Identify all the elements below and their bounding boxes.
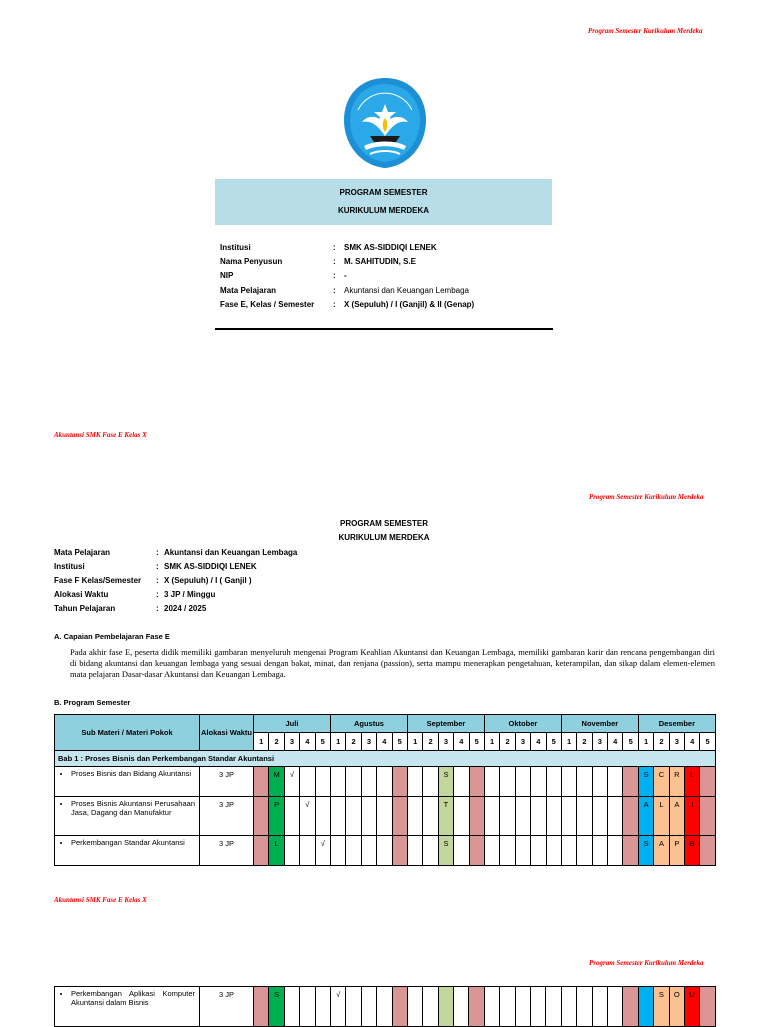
field-value: M. SAHITUDIN, S.E <box>344 257 417 266</box>
field-colon: : <box>156 548 159 557</box>
week-cell <box>515 797 530 836</box>
col-header-week: 2 <box>269 733 284 751</box>
week-cell <box>623 836 638 866</box>
table-row <box>55 987 716 1027</box>
week-cell: S <box>638 836 653 866</box>
week-cell <box>377 767 392 797</box>
week-cell <box>531 767 546 797</box>
col-header-sub-materi: Sub Materi / Materi Pokok <box>55 715 200 751</box>
week-cell <box>469 797 484 836</box>
p2-field-fase-kelas-semester <box>54 576 354 586</box>
p2-field-mata-pelajaran <box>54 548 354 558</box>
week-cell: A <box>638 797 653 836</box>
week-cell <box>454 797 469 836</box>
col-header-week: 4 <box>300 733 315 751</box>
week-cell <box>423 767 438 797</box>
week-cell <box>577 987 592 1027</box>
col-header-week: 4 <box>377 733 392 751</box>
sub-materi-cell <box>55 836 200 866</box>
week-cell: √ <box>315 836 330 866</box>
alokasi-cell: 3 JP <box>200 987 254 1027</box>
week-cell <box>330 797 345 836</box>
week-cell: I <box>685 797 700 836</box>
col-header-week: 5 <box>623 733 638 751</box>
week-cell <box>330 836 345 866</box>
week-cell <box>592 987 607 1027</box>
week-cell: √ <box>330 987 345 1027</box>
sub-materi-cell <box>55 987 200 1027</box>
col-header-week: 1 <box>484 733 499 751</box>
week-cell <box>407 797 422 836</box>
week-cell <box>500 987 515 1027</box>
col-header-month: Desember <box>638 715 715 733</box>
week-cell <box>484 836 499 866</box>
week-cell <box>284 836 299 866</box>
col-header-week: 5 <box>392 733 407 751</box>
program-semester-table <box>54 714 716 866</box>
week-cell <box>561 797 576 836</box>
week-cell <box>546 987 561 1027</box>
col-header-week: 1 <box>330 733 345 751</box>
cover-title-line2: KURIKULUM MERDEKA <box>337 206 430 215</box>
week-cell: √ <box>284 767 299 797</box>
week-cell: P <box>669 836 684 866</box>
col-header-week: 4 <box>531 733 546 751</box>
week-cell <box>469 987 484 1027</box>
week-cell: M <box>269 767 284 797</box>
week-cell: C <box>654 767 669 797</box>
sub-materi-text: • Perkembangan Standar Akuntansi <box>71 838 195 847</box>
cover-title-box <box>215 179 552 225</box>
week-cell <box>300 767 315 797</box>
week-cell <box>469 836 484 866</box>
col-header-week: 1 <box>254 733 269 751</box>
col-header-week: 3 <box>361 733 376 751</box>
col-header-week: 3 <box>284 733 299 751</box>
week-cell: B <box>685 836 700 866</box>
field-label: Fase F Kelas/Semester <box>54 576 142 585</box>
week-cell <box>500 767 515 797</box>
field-colon: : <box>333 286 336 295</box>
week-cell <box>454 987 469 1027</box>
section-b-heading: B. Program Semester <box>54 698 131 707</box>
page-header-note: Program Semester Kurikulum Merdeka <box>589 493 704 501</box>
week-cell <box>546 836 561 866</box>
field-label: NIP <box>220 271 234 280</box>
week-cell <box>254 797 269 836</box>
week-cell <box>700 797 715 836</box>
week-cell <box>377 836 392 866</box>
week-cell <box>392 836 407 866</box>
week-cell <box>515 987 530 1027</box>
week-cell <box>515 836 530 866</box>
week-cell <box>577 836 592 866</box>
week-cell <box>500 797 515 836</box>
col-header-week: 3 <box>438 733 453 751</box>
field-label: Mata Pelajaran <box>220 286 277 295</box>
page-footer-note: Akuntansi SMK Fase E Kelas X <box>54 896 147 904</box>
week-cell <box>700 836 715 866</box>
week-cell <box>284 797 299 836</box>
field-label: Nama Penyusun <box>220 257 283 266</box>
col-header-week: 1 <box>407 733 422 751</box>
p2-field-institusi <box>54 562 354 572</box>
week-cell <box>500 836 515 866</box>
sub-materi-text: • Perkembangan Aplikasi Komputer Akuntansi dalam Bisnis <box>71 989 195 1007</box>
week-cell <box>423 836 438 866</box>
week-cell <box>592 767 607 797</box>
week-cell <box>315 987 330 1027</box>
field-value: 3 JP / Minggu <box>164 590 216 599</box>
cover-field-nip <box>220 271 550 281</box>
week-cell <box>700 987 715 1027</box>
col-header-week: 2 <box>500 733 515 751</box>
col-header-week: 5 <box>315 733 330 751</box>
cover-divider <box>215 328 553 330</box>
week-cell <box>638 987 653 1027</box>
field-colon: : <box>333 300 336 309</box>
field-value: X (Sepuluh) / I (Ganjil) & II (Genap) <box>344 300 475 309</box>
week-cell <box>361 797 376 836</box>
week-cell <box>484 987 499 1027</box>
week-cell: L <box>685 767 700 797</box>
page2-title-line1: PROGRAM SEMESTER <box>339 519 428 528</box>
col-header-week: 1 <box>561 733 576 751</box>
week-cell: U <box>684 987 699 1027</box>
col-header-week: 4 <box>454 733 469 751</box>
field-value: SMK AS-SIDDIQI LENEK <box>164 562 257 571</box>
cover-field-mata-pelajaran <box>220 286 550 296</box>
table-header-row <box>55 715 716 733</box>
week-cell: T <box>438 797 453 836</box>
field-value: SMK AS-SIDDIQI LENEK <box>344 243 437 252</box>
col-header-week: 2 <box>654 733 669 751</box>
col-header-week: 3 <box>592 733 607 751</box>
week-cell <box>561 836 576 866</box>
week-cell <box>315 797 330 836</box>
week-cell <box>361 767 376 797</box>
week-cell <box>577 797 592 836</box>
week-cell <box>531 797 546 836</box>
col-header-month: November <box>561 715 638 733</box>
col-header-week: 4 <box>608 733 623 751</box>
week-cell: R <box>669 767 684 797</box>
week-cell <box>623 797 638 836</box>
week-cell <box>546 767 561 797</box>
week-cell <box>361 836 376 866</box>
col-header-week: 2 <box>346 733 361 751</box>
field-colon: : <box>333 271 336 280</box>
week-cell <box>700 767 715 797</box>
week-cell <box>377 987 392 1027</box>
week-cell <box>592 836 607 866</box>
week-cell <box>515 767 530 797</box>
week-cell <box>423 797 438 836</box>
field-label: Institusi <box>220 243 251 252</box>
col-header-week: 5 <box>469 733 484 751</box>
tut-wuri-handayani-logo <box>340 76 430 170</box>
week-cell <box>300 836 315 866</box>
week-cell <box>423 987 438 1027</box>
week-cell <box>577 767 592 797</box>
alokasi-cell: 3 JP <box>200 797 254 836</box>
week-cell <box>469 767 484 797</box>
week-cell <box>561 987 576 1027</box>
field-colon: : <box>156 562 159 571</box>
field-colon: : <box>333 243 336 252</box>
page-header-note: Program Semester Kurikulum Merdeka <box>589 959 704 967</box>
week-cell: P <box>269 797 284 836</box>
week-cell: O <box>669 987 684 1027</box>
field-value: Akuntansi dan Keuangan Lembaga <box>164 548 298 557</box>
field-label: Mata Pelajaran <box>54 548 111 557</box>
week-cell <box>377 797 392 836</box>
sub-materi-text: • Proses Bisnis dan Bidang Akuntansi <box>71 769 195 778</box>
week-cell <box>392 987 407 1027</box>
field-value: 2024 / 2025 <box>164 604 207 613</box>
week-cell <box>284 987 299 1027</box>
col-header-month: Oktober <box>484 715 561 733</box>
week-cell: L <box>269 836 284 866</box>
cover-title-line1: PROGRAM SEMESTER <box>339 188 428 197</box>
field-colon: : <box>156 576 159 585</box>
week-cell <box>254 987 269 1027</box>
field-colon: : <box>156 604 159 613</box>
cover-field-nama-penyusun <box>220 257 550 267</box>
section-a-heading: A. Capaian Pembelajaran Fase E <box>54 632 170 641</box>
p2-field-alokasi-waktu <box>54 590 354 600</box>
field-value: Akuntansi dan Keuangan Lembaga <box>344 286 469 295</box>
week-cell <box>608 797 623 836</box>
field-label: Tahun Pelajaran <box>54 604 116 613</box>
week-cell <box>346 797 361 836</box>
p2-field-tahun-pelajaran <box>54 604 354 614</box>
week-cell <box>592 797 607 836</box>
week-cell <box>346 987 361 1027</box>
week-cell <box>623 987 638 1027</box>
sub-materi-cell <box>55 767 200 797</box>
col-header-week: 4 <box>685 733 700 751</box>
section-a-paragraph: Pada akhir fase E, peserta didik memiliki gambaran menyeluruh mengenai Program Keahlian Akuntansi dan Keuangan Lembaga, memiliki gambaran karir dan rencana pengembangan diri di bidang akuntansi dan keuangan lembaga yang sesuai dengan bakat, minat, dan renjana (passion), serta mampu menerapkan pengetahuan, keterampilan, dan sikap dalam elemen-elemen mata pelajaran Dasar-dasar Akuntansi dan Keuangan Lembaga. <box>70 647 715 679</box>
table-row <box>55 767 716 797</box>
col-header-alokasi: Alokasi Waktu <box>200 715 254 751</box>
alokasi-cell: 3 JP <box>200 767 254 797</box>
week-cell <box>330 767 345 797</box>
week-cell <box>561 767 576 797</box>
col-header-week: 5 <box>546 733 561 751</box>
col-header-week: 3 <box>669 733 684 751</box>
week-cell: S <box>269 987 284 1027</box>
week-cell <box>254 836 269 866</box>
cover-field-fase-kelas-semester <box>220 300 550 310</box>
week-cell <box>454 836 469 866</box>
week-cell <box>484 767 499 797</box>
field-colon: : <box>333 257 336 266</box>
table-row <box>55 836 716 866</box>
week-cell <box>407 836 422 866</box>
week-cell <box>438 987 453 1027</box>
week-cell <box>608 767 623 797</box>
page-header-note: Program Semester Kurikulum Merdeka <box>588 27 703 35</box>
week-cell <box>392 767 407 797</box>
sub-materi-text: • Proses Bisnis Akuntansi Perusahaan Jasa, Dagang dan Manufaktur <box>71 799 195 817</box>
col-header-month: Juli <box>254 715 331 733</box>
col-header-week: 3 <box>515 733 530 751</box>
sub-materi-cell <box>55 797 200 836</box>
field-label: Alokasi Waktu <box>54 590 109 599</box>
week-cell <box>392 797 407 836</box>
week-cell <box>484 797 499 836</box>
table-row <box>55 797 716 836</box>
week-cell: √ <box>300 797 315 836</box>
week-cell <box>315 767 330 797</box>
week-cell <box>407 767 422 797</box>
page2-title-line2: KURIKULUM MERDEKA <box>338 533 430 542</box>
week-cell: S <box>438 836 453 866</box>
week-cell <box>300 987 315 1027</box>
field-value: X (Sepuluh) / I ( Ganjil ) <box>164 576 252 585</box>
week-cell <box>254 767 269 797</box>
week-cell <box>608 836 623 866</box>
week-cell <box>531 987 546 1027</box>
week-cell: A <box>654 836 669 866</box>
field-value: - <box>344 271 347 280</box>
bab-row <box>55 751 716 767</box>
col-header-month: Agustus <box>330 715 407 733</box>
week-cell: S <box>638 767 653 797</box>
week-cell: S <box>654 987 669 1027</box>
page-footer-note: Akuntansi SMK Fase E Kelas X <box>54 431 147 439</box>
week-cell <box>546 797 561 836</box>
week-cell <box>454 767 469 797</box>
col-header-week: 5 <box>700 733 715 751</box>
week-cell <box>346 767 361 797</box>
week-cell <box>607 987 622 1027</box>
col-header-month: September <box>407 715 484 733</box>
week-cell: S <box>438 767 453 797</box>
week-cell <box>623 767 638 797</box>
col-header-week: 2 <box>577 733 592 751</box>
week-cell <box>407 987 422 1027</box>
program-semester-table-continued <box>54 986 716 1027</box>
col-header-week: 2 <box>423 733 438 751</box>
week-cell <box>361 987 376 1027</box>
alokasi-cell: 3 JP <box>200 836 254 866</box>
field-label: Fase E, Kelas / Semester <box>220 300 315 309</box>
week-cell <box>346 836 361 866</box>
field-colon: : <box>156 590 159 599</box>
cover-field-institusi <box>220 243 550 253</box>
week-cell <box>531 836 546 866</box>
bab-title-cell: Bab 1 : Proses Bisnis dan Perkembangan Standar Akuntansi <box>55 751 716 767</box>
col-header-week: 1 <box>638 733 653 751</box>
field-label: Institusi <box>54 562 85 571</box>
week-cell: L <box>654 797 669 836</box>
week-cell: A <box>669 797 684 836</box>
